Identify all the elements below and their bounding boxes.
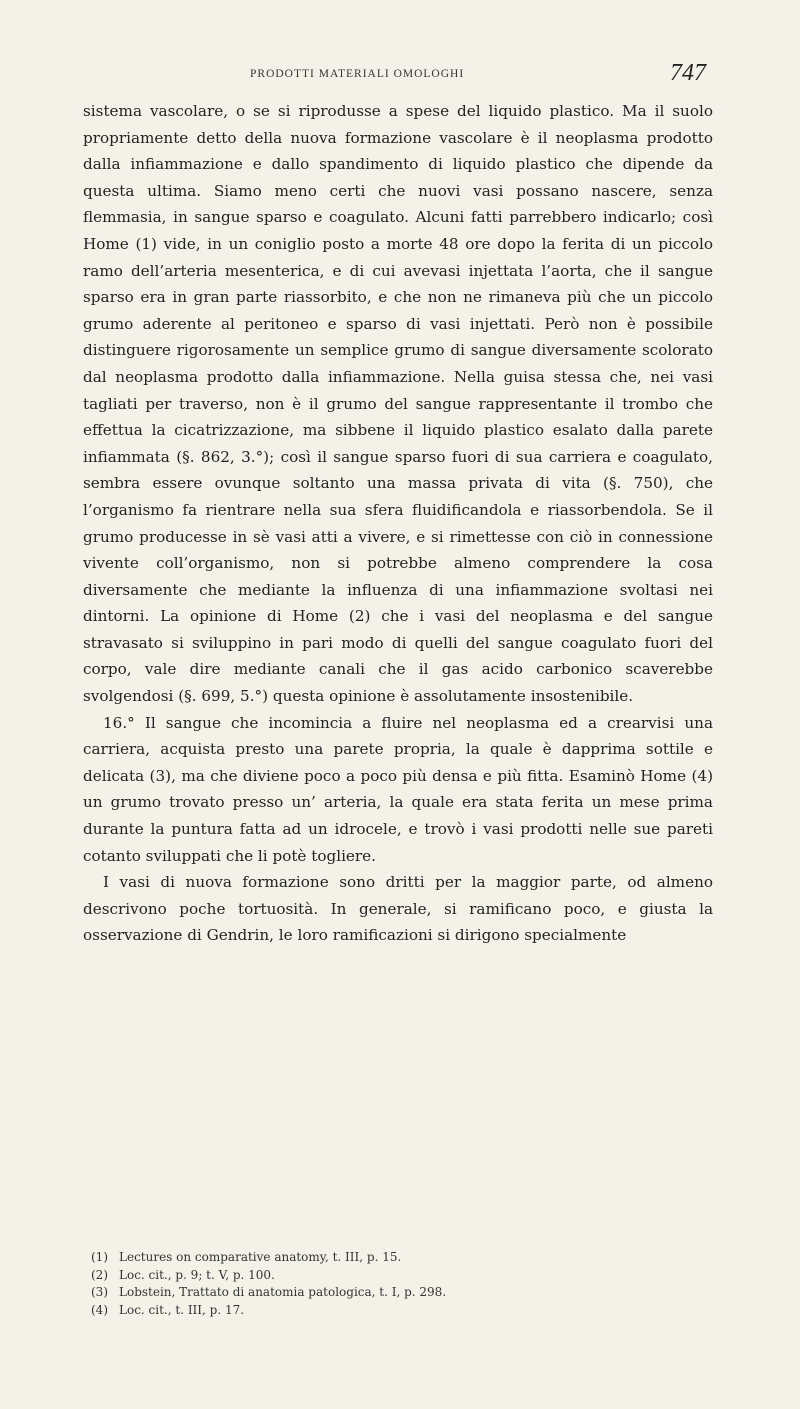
- running-head: [0, 60, 800, 90]
- footnote: [83, 1267, 713, 1285]
- page-number: 747: [670, 60, 706, 86]
- footnote: [83, 1302, 713, 1320]
- footnote-text: Loc. cit., t. III, p. 17.: [119, 1302, 245, 1317]
- paragraph: sistema vascolare, o se si riprodusse a spese del liquido plastico. Ma il suolo propriamente detto della nuova formazione vascolare è il neoplasma prodotto dalla infiammazione e dallo spandimento di liquido plastico che dipende da questa ultima. Siamo meno certi che nuovi vasi possano nascere, senza flemmasia, in sangue sparso e coagulato. Alcuni fatti parrebbero indicarlo; così Home (1) vide, in un coniglio posto a morte 48 ore dopo la ferita di un piccolo ramo dell’arteria mesenterica, e di cui avevasi injettata l’aorta, che il sangue sparso era in gran parte riassorbito, e che non ne rimaneva più che un piccolo grumo aderente al peritoneo e sparso di vasi injettati. Però non è possibile distinguere rigorosamente un semplice grumo di sangue diversamente scolorato dal neoplasma prodotto dalla infiammazione. Nella guisa stessa che, nei vasi tagliati per traverso, non è il grumo del sangue rappresentante il trombo che effettua la cicatrizzazione, ma sibbene il liquido plastico esalato dalla parete infiammata (§. 862, 3.°); così il sangue sparso fuori di sua carriera e coagulato, sembra essere ovunque soltanto una massa privata di vita (§. 750), che l’organismo fa rientrare nella sua sfera fluidificandola e riassorbendola. Se il grumo producesse in sè vasi atti a vivere, e si rimettesse con ciò in connessione vivente coll’organismo, non si potrebbe almeno comprendere la cosa diversamente che mediante la influenza di una infiammazione svoltasi nei dintorni. La opinione di Home (2) che i vasi del neoplasma e del sangue stravasato si sviluppino in pari modo di quelli del sangue coagulato fuori del corpo, vale dire mediante canali che il gas acido carbonico scaverebbe svolgendosi (§. 699, 5.°) questa opinione è assolutamente insostenibile.: [83, 102, 713, 706]
- footnotes: [83, 1249, 713, 1319]
- body-text: [83, 98, 713, 949]
- running-title: PRODOTTI MATERIALI OMOLOGHI: [250, 68, 465, 80]
- footnote: [83, 1284, 713, 1302]
- footnote-mark: (3): [91, 1285, 108, 1300]
- paragraph: I vasi di nuova formazione sono dritti per la maggior parte, od almeno descrivono poche tortuosità. In generale, si ramificano poco, e giusta la osservazione di Gendrin, le loro ramificazioni si dirigono specialmente: [83, 873, 713, 945]
- footnote-text: Lectures on comparative anatomy, t. III, p. 15.: [119, 1250, 402, 1264]
- footnote-mark: (2): [91, 1267, 108, 1282]
- footnote-text: Loc. cit., p. 9; t. V, p. 100.: [119, 1267, 275, 1282]
- footnote: [83, 1249, 713, 1267]
- footnote-text: Lobstein, Trattato di anatomia patologica, t. I, p. 298.: [119, 1285, 447, 1300]
- paragraph: 16.° Il sangue che incomincia a fluire nel neoplasma ed a crearvisi una carriera, acquista presto una parete propria, la quale è dapprima sottile e delicata (3), ma che diviene poco a poco più densa e più fitta. Esaminò Home (4) un grumo trovato presso un’ arteria, la quale era stata ferita un mese prima durante la puntura fatta ad un idrocele, e trovò i vasi prodotti nelle sue pareti cotanto sviluppati che li potè togliere.: [83, 713, 713, 865]
- footnote-mark: (1): [91, 1250, 108, 1264]
- footnote-mark: (4): [91, 1302, 108, 1317]
